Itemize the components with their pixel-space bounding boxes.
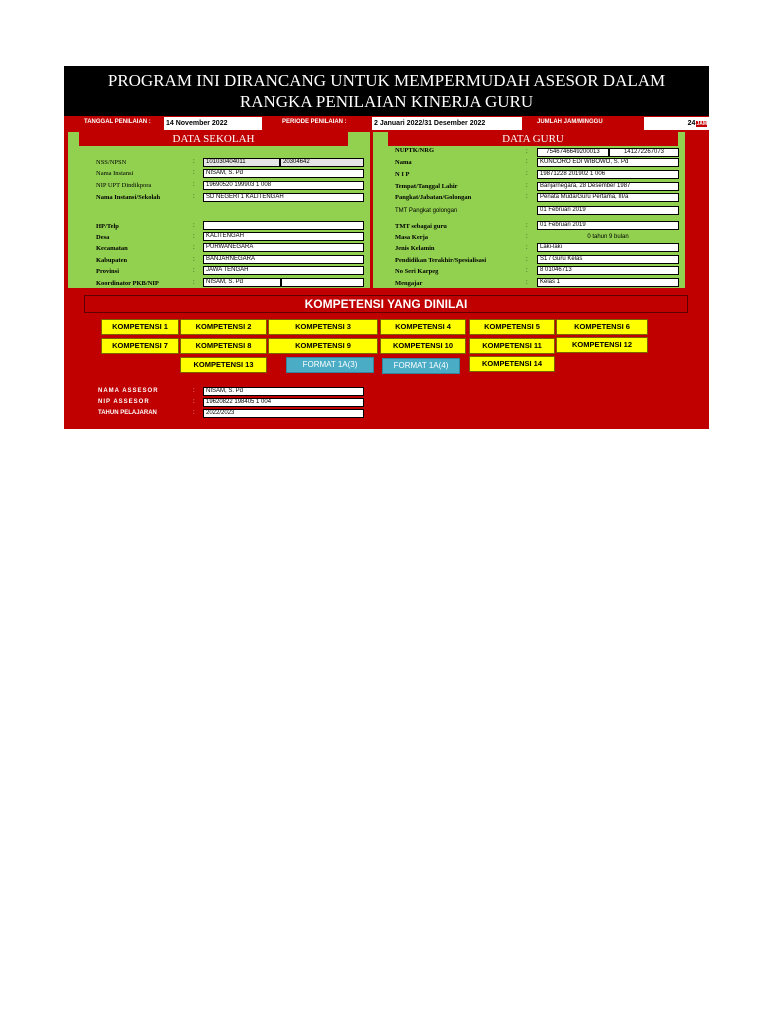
kompetensi-1-button[interactable]: KOMPETENSI 1 <box>101 319 179 335</box>
nama-label: Nama <box>395 159 412 166</box>
colon: : <box>526 280 528 286</box>
colon: : <box>193 388 195 394</box>
jam-field[interactable] <box>644 117 709 130</box>
jenis-kelamin-label: Jenis Kelamin <box>395 245 435 252</box>
tmt-label: TMT Pangkat golongan <box>395 208 458 214</box>
ttl-label: Tempat/Tanggal Lahir <box>395 183 458 190</box>
desa-label: Desa <box>96 234 110 241</box>
kompetensi-5-button[interactable]: KOMPETENSI 5 <box>469 319 555 335</box>
kompetensi-8-button[interactable]: KOMPETENSI 8 <box>180 338 267 354</box>
title-line-1: PROGRAM INI DIRANCANG UNTUK MEMPERMUDAH ASESOR DALAM <box>107 71 666 90</box>
colon: : <box>526 171 528 177</box>
colon: : <box>193 159 195 165</box>
karpeg-field[interactable]: 8 01046713 <box>537 266 679 275</box>
periode-label: PERIODE PENILAIAN : <box>282 119 347 125</box>
nip-label: N I P <box>395 171 410 178</box>
kompetensi-7-button[interactable]: KOMPETENSI 7 <box>101 338 179 354</box>
kompetensi-11-button[interactable]: KOMPETENSI 11 <box>469 338 555 354</box>
colon: : <box>193 399 195 405</box>
kompetensi-10-button[interactable]: KOMPETENSI 10 <box>380 338 466 354</box>
colon: : <box>526 234 528 240</box>
data-sekolah-header: DATA SEKOLAH <box>79 132 348 146</box>
jenis-kelamin-field[interactable]: Laki-laki <box>537 243 679 252</box>
nip-asesor-label: NIP ASSESOR <box>98 399 150 405</box>
instansi-label: Nama Instansi <box>96 170 134 177</box>
data-guru-header: DATA GURU <box>388 132 678 146</box>
periode-field[interactable]: 2 Januari 2022/31 Desember 2022 <box>372 117 522 130</box>
nrg-field[interactable]: 141272267073 <box>609 148 679 157</box>
kompetensi-3-button[interactable]: KOMPETENSI 3 <box>268 319 378 335</box>
kompetensi-4-button[interactable]: KOMPETENSI 4 <box>380 319 466 335</box>
mengajar-field[interactable]: Kelas 1 <box>537 278 679 287</box>
nip-asesor-field[interactable]: 19620822 198405 1 004 <box>203 398 364 407</box>
koordinator-field[interactable]: NISAM, S. Pd <box>203 278 281 287</box>
nama-asesor-field[interactable]: NISAM, S. Pd <box>203 387 364 396</box>
colon: : <box>193 245 195 251</box>
colon: : <box>193 234 195 240</box>
kompetensi-14-button[interactable]: KOMPETENSI 14 <box>469 356 555 372</box>
kompetensi-12-button[interactable]: KOMPETENSI 12 <box>556 337 648 353</box>
colon: : <box>526 268 528 274</box>
koordinator-label: Koordinator PKB/NIP <box>96 280 159 287</box>
colon: : <box>526 257 528 263</box>
kabupaten-label: Kabupaten <box>96 257 128 264</box>
colon: : <box>193 182 195 188</box>
colon: : <box>193 280 195 286</box>
sekolah-label: Nama Instansi/Sekolah <box>96 194 161 201</box>
instansi-field[interactable]: NISAM, S. Pd <box>203 169 364 178</box>
nip-field[interactable]: 19871228 201902 1 006 <box>537 170 679 179</box>
koordinator-nip-field[interactable] <box>281 278 364 287</box>
kecamatan-label: Kecamatan <box>96 245 128 252</box>
kompetensi-title: KOMPETENSI YANG DINILAI <box>84 295 688 313</box>
spreadsheet-form <box>64 66 709 429</box>
npsn-field[interactable]: 20304642 <box>280 158 364 167</box>
colon: : <box>526 149 528 155</box>
nss-field[interactable]: 101030404011 <box>203 158 280 167</box>
pendidikan-field[interactable]: S1 / Guru Kelas <box>537 255 679 264</box>
info-row <box>64 116 709 132</box>
nss-label: NSS/NPSN <box>96 159 127 166</box>
format-1a4-button[interactable]: FORMAT 1A(4) <box>382 358 460 374</box>
nuptk-label: NUPTK/NRG <box>395 147 434 154</box>
jam-label: JUMLAH JAM/MINGGU <box>537 119 603 125</box>
kompetensi-2-button[interactable]: KOMPETENSI 2 <box>180 319 267 335</box>
colon: : <box>193 194 195 200</box>
mengajar-label: Mengajar <box>395 280 423 287</box>
page-title <box>64 66 709 116</box>
tmt-guru-label: TMT sebagai guru <box>395 223 447 230</box>
sekolah-field[interactable]: SD NEGERI 1 KALITENGAH <box>203 193 364 202</box>
colon: : <box>526 245 528 251</box>
colon: : <box>193 170 195 176</box>
nuptk-field[interactable]: 7546746649200013 <box>537 148 609 157</box>
hp-label: HP/Telp <box>96 223 119 230</box>
colon: : <box>526 194 528 200</box>
divider-green <box>361 132 370 288</box>
format-1a3-button[interactable]: FORMAT 1A(3) <box>286 357 374 373</box>
title-line-2: RANGKA PENILAIAN KINERJA GURU <box>239 92 534 111</box>
kompetensi-9-button[interactable]: KOMPETENSI 9 <box>268 338 378 354</box>
colon: : <box>193 223 195 229</box>
colon: : <box>193 268 195 274</box>
provinsi-label: Provinsi <box>96 268 119 275</box>
nama-field[interactable]: KUNCORO EDI WIBOWO, S. Pd <box>537 158 679 167</box>
colon: : <box>526 159 528 165</box>
masa-kerja-label: Masa Kerja <box>395 234 429 241</box>
colon: : <box>526 183 528 189</box>
colon: : <box>193 410 195 416</box>
nip-upt-label: NIP UPT Dindikpora <box>96 182 152 189</box>
desa-field[interactable]: KALITENGAH <box>203 232 364 241</box>
kompetensi-6-button[interactable]: KOMPETENSI 6 <box>556 319 648 335</box>
kompetensi-13-button[interactable]: KOMPETENSI 13 <box>180 357 267 373</box>
jam-unit: JAM <box>696 121 707 127</box>
tmt-field[interactable]: 01 Februari 2019 <box>537 206 679 215</box>
masa-kerja-value: 0 tahun 9 bulan <box>587 234 629 240</box>
tanggal-field[interactable]: 14 November 2022 <box>164 117 262 130</box>
karpeg-label: No Seri Karpeg <box>395 268 439 275</box>
hp-field[interactable] <box>203 221 364 230</box>
tahun-pelajaran-label: TAHUN PELAJARAN <box>98 410 157 416</box>
tmt-guru-field[interactable]: 01 Februari 2019 <box>537 221 679 230</box>
jam-value: 24 <box>687 120 696 127</box>
pangkat-field[interactable]: Penata Muda/Guru Pertama, III/a <box>537 193 679 202</box>
provinsi-field[interactable]: JAWA TENGAH <box>203 266 364 275</box>
colon: : <box>193 257 195 263</box>
colon: : <box>526 223 528 229</box>
tahun-pelajaran-field[interactable]: 2022/2023 <box>203 409 364 418</box>
ttl-field[interactable]: Banjarnegara, 28 Desember 1987 <box>537 182 679 191</box>
kabupaten-field[interactable]: BANJARNEGARA <box>203 255 364 264</box>
pendidikan-label: Pendidikan Terakhir/Spesialisasi <box>395 257 487 264</box>
kecamatan-field[interactable]: PURWANEGARA <box>203 243 364 252</box>
nip-upt-field[interactable]: 19690520 199903 1 008 <box>203 181 364 190</box>
nama-asesor-label: NAMA ASSESOR <box>98 388 159 394</box>
pangkat-label: Pangkat/Jabatan/Golongan <box>395 194 472 201</box>
tanggal-label: TANGGAL PENILAIAN : <box>84 119 151 125</box>
